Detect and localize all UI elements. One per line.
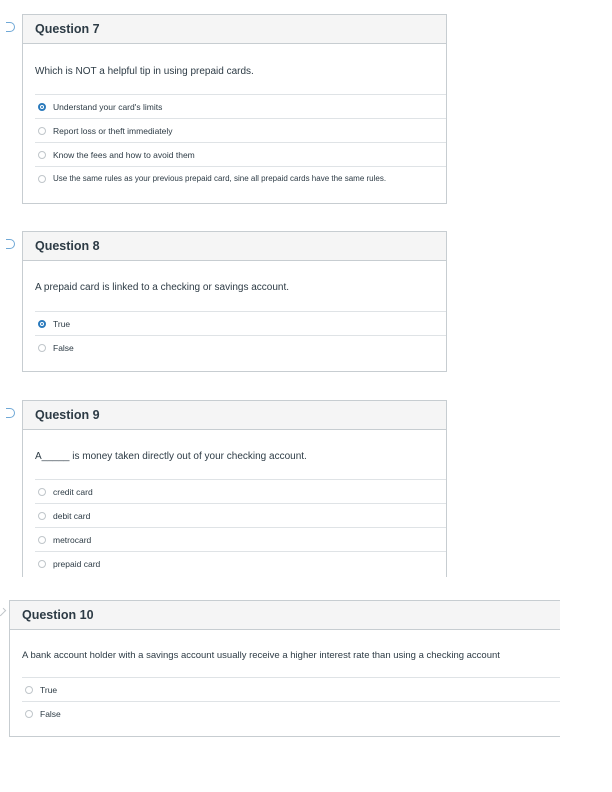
chevron-icon[interactable] <box>0 608 6 616</box>
answer-label: True <box>53 318 71 329</box>
question-10 <box>9 600 560 737</box>
radio-icon[interactable] <box>38 151 46 159</box>
radio-icon[interactable] <box>38 536 46 544</box>
answer-label: False <box>40 708 61 719</box>
question-header <box>23 15 446 44</box>
question-title: Question 8 <box>35 239 100 253</box>
question-header <box>23 401 446 430</box>
radio-selected-icon[interactable] <box>38 320 46 328</box>
answer-option[interactable] <box>35 118 446 142</box>
question-text: A prepaid card is linked to a checking or savings account. <box>35 282 290 293</box>
question-header <box>10 601 560 630</box>
answer-option[interactable] <box>35 503 446 527</box>
bookmark-flag-icon[interactable] <box>6 239 15 249</box>
question-text: A_____ is money taken directly out of your checking account. <box>35 451 307 462</box>
answer-label: True <box>40 684 58 695</box>
answer-label: Use the same rules as your previous prepaid card, sine all prepaid cards have the same rules. <box>53 174 387 183</box>
answer-label: Know the fees and how to avoid them <box>53 149 195 160</box>
question-text: A bank account holder with a savings account usually receive a higher interest rate than using a checking account <box>22 650 500 661</box>
radio-icon[interactable] <box>38 175 46 183</box>
bookmark-flag-icon[interactable] <box>6 408 15 418</box>
question-7 <box>22 14 447 204</box>
question-title: Question 10 <box>22 608 94 622</box>
radio-icon[interactable] <box>38 488 46 496</box>
answer-label: prepaid card <box>53 558 101 569</box>
answer-label: credit card <box>53 486 93 497</box>
radio-icon[interactable] <box>38 344 46 352</box>
answer-option[interactable] <box>35 142 446 166</box>
answer-option[interactable] <box>35 551 446 575</box>
question-title: Question 7 <box>35 22 100 36</box>
answer-option[interactable] <box>35 527 446 551</box>
question-8 <box>22 231 447 372</box>
answer-label: metrocard <box>53 534 92 545</box>
answer-label: Understand your card's limits <box>53 101 163 112</box>
radio-icon[interactable] <box>25 710 33 718</box>
answer-option[interactable] <box>35 335 446 359</box>
answer-option[interactable] <box>35 94 446 118</box>
radio-icon[interactable] <box>38 512 46 520</box>
answer-list <box>35 94 446 190</box>
radio-icon[interactable] <box>25 686 33 694</box>
answer-list <box>35 311 446 359</box>
radio-icon[interactable] <box>38 560 46 568</box>
answer-label: debit card <box>53 510 91 521</box>
answer-option[interactable] <box>22 677 560 701</box>
question-9 <box>22 400 447 577</box>
radio-icon[interactable] <box>38 127 46 135</box>
radio-selected-icon[interactable] <box>38 103 46 111</box>
answer-label: False <box>53 342 74 353</box>
answer-list <box>35 479 446 575</box>
answer-option[interactable] <box>35 311 446 335</box>
question-text: Which is NOT a helpful tip in using prepaid cards. <box>35 66 254 77</box>
answer-label: Report loss or theft immediately <box>53 125 173 136</box>
answer-option[interactable] <box>35 479 446 503</box>
answer-option[interactable] <box>22 701 560 725</box>
answer-option[interactable] <box>35 166 446 190</box>
answer-list <box>22 677 560 725</box>
bookmark-flag-icon[interactable] <box>6 22 15 32</box>
question-header <box>23 232 446 261</box>
question-title: Question 9 <box>35 408 100 422</box>
